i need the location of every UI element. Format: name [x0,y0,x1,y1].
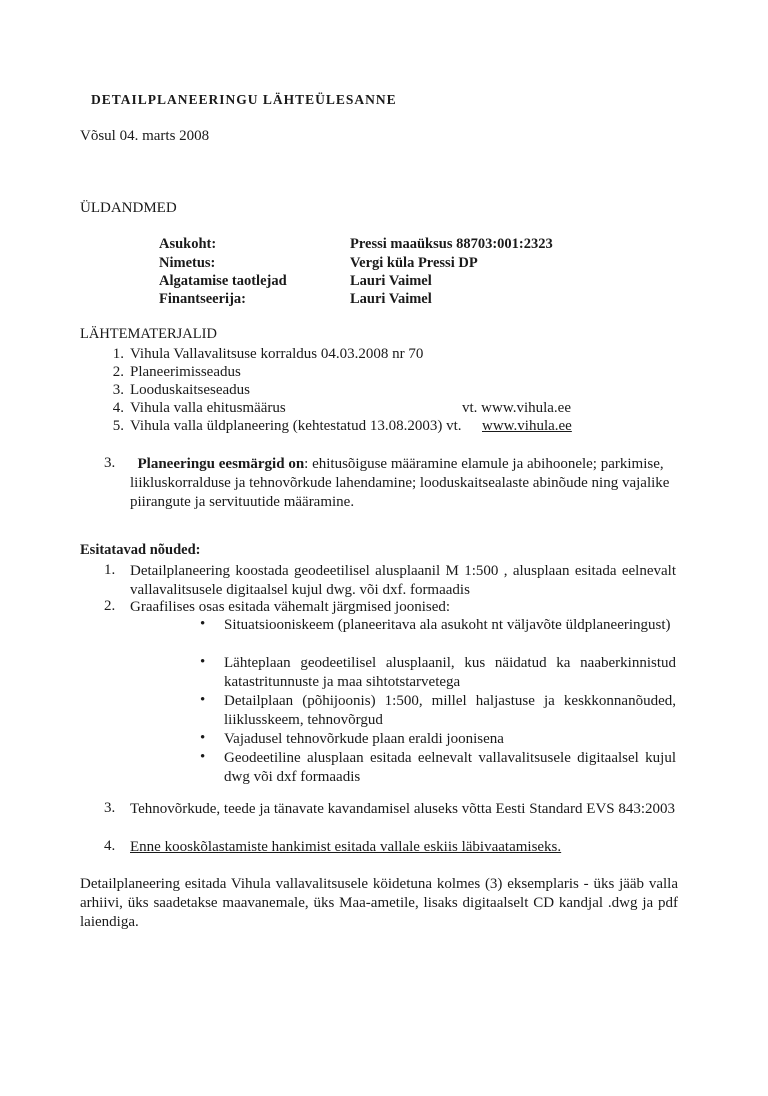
requirement-text: Graafilises osas esitada vähemalt järgmised joonised: [130,599,451,615]
requirement-text: Tehnovõrkude, teede ja tänavate kavandamisel aluseks võtta Eesti Standard EVS 843:2003 [130,801,676,817]
general-label-location: Asukoht: [159,236,217,252]
general-label-applicants: Algatamise taotlejad [159,273,287,289]
closing-paragraph: Detailplaneering esitada Vihula vallavalitsusele köidetuna kolmes (3) eksemplaris - üks jääb valla arhiivi, üks saadetakse maavanemale, üks Maa-ametile, lisaks digitaalselt CD kandjal .dwg ja pdf laiendiga. [80,876,678,930]
bullet-icon: • [200,730,206,746]
bullet-text: Detailplaan (põhijoonis) 1:500, millel haljastuse ja keskkonnanõuded, liiklusskeem, tehnovõrgud [224,693,676,728]
general-value-location: Pressi maaüksus 88703:001:2323 [350,236,553,252]
requirements-heading: Esitatavad nõuded: [80,542,201,558]
list-item-number: 1. [112,346,124,362]
bullet-icon: • [200,616,206,632]
goal-number: 3. [104,455,116,471]
place-date: Võsul 04. marts 2008 [80,128,210,144]
list-item [80,346,680,366]
list-item-text: Planeerimisseadus [130,364,241,380]
bullet-text: Situatsiooniskeem (planeeritava ala asukoht nt väljavõte üldplaneeringust) [224,617,671,633]
requirement-number: 3. [104,800,116,816]
general-value-applicants: Lauri Vaimel [350,273,432,289]
bullet-text: Lähteplaan geodeetilisel alusplaanil, kus näidatud ka naaberkinnistud katastritunnuste ja maa sihtotstarvetega [224,655,676,690]
bullet-icon: • [200,692,206,708]
list-item-text: Looduskaitseseadus [130,382,250,398]
general-value-name: Vergi küla Pressi DP [350,255,478,271]
bullet-text: Vajadusel tehnovõrkude plaan eraldi joonisena [224,731,504,747]
requirement-number: 2. [104,598,116,614]
list-item-number: 3. [112,382,124,398]
sources-heading: LÄHTEMATERJALID [80,326,217,342]
requirement-number: 1. [104,562,116,578]
list-item-text: Vihula Vallavalitsuse korraldus 04.03.2008 nr 70 [130,346,424,362]
list-item [80,400,680,420]
requirement-text: Enne kooskõlastamiste hankimist esitada vallale eskiis läbivaatamiseks. [130,839,562,855]
list-item [80,364,680,384]
list-item-text: Vihula valla üldplaneering (kehtestatud 13.08.2003) vt. [130,418,462,434]
goal-label: Planeeringu eesmärgid on [137,456,305,472]
list-item-text: Vihula valla ehitusmäärus [130,400,286,416]
list-item [80,382,680,402]
document-title: DETAILPLANEERINGU LÄHTEÜLESANNE [91,92,397,107]
general-label-financer: Finantseerija: [159,291,246,307]
requirement-text: Detailplaneering koostada geodeetilisel alusplaanil M 1:500 , alusplaan esitada eelnevalt vallavalitsusele digitaalsel kujul dwg. või dxf. formaadis [130,563,676,598]
general-heading: ÜLDANDMED [80,200,177,216]
building-rules-link[interactable]: vt. www.vihula.ee [462,400,571,416]
list-item-number: 2. [112,364,124,380]
bullet-text: Geodeetiline alusplaan esitada eelnevalt vallavalitsusele digitaalsel kujul dwg või dxf formaadis [224,750,676,785]
general-value-financer: Lauri Vaimel [350,291,432,307]
goal-text: : ehitusõiguse määramine elamule ja abihoonele; parkimise, liikluskorralduse ja tehnovõrkude lahendamine; looduskaitsealaste abinõude ning vajalike piirangute ja servituutide määramine. [130,456,670,510]
general-label-name: Nimetus: [159,255,216,271]
general-plan-link[interactable]: www.vihula.ee [482,418,572,434]
goal-paragraph [130,455,690,512]
list-item [80,418,680,438]
list-item-number: 4. [112,400,124,416]
bullet-icon: • [200,654,206,670]
list-item-number: 5. [112,418,124,434]
bullet-icon: • [200,749,206,765]
requirement-number: 4. [104,838,116,854]
